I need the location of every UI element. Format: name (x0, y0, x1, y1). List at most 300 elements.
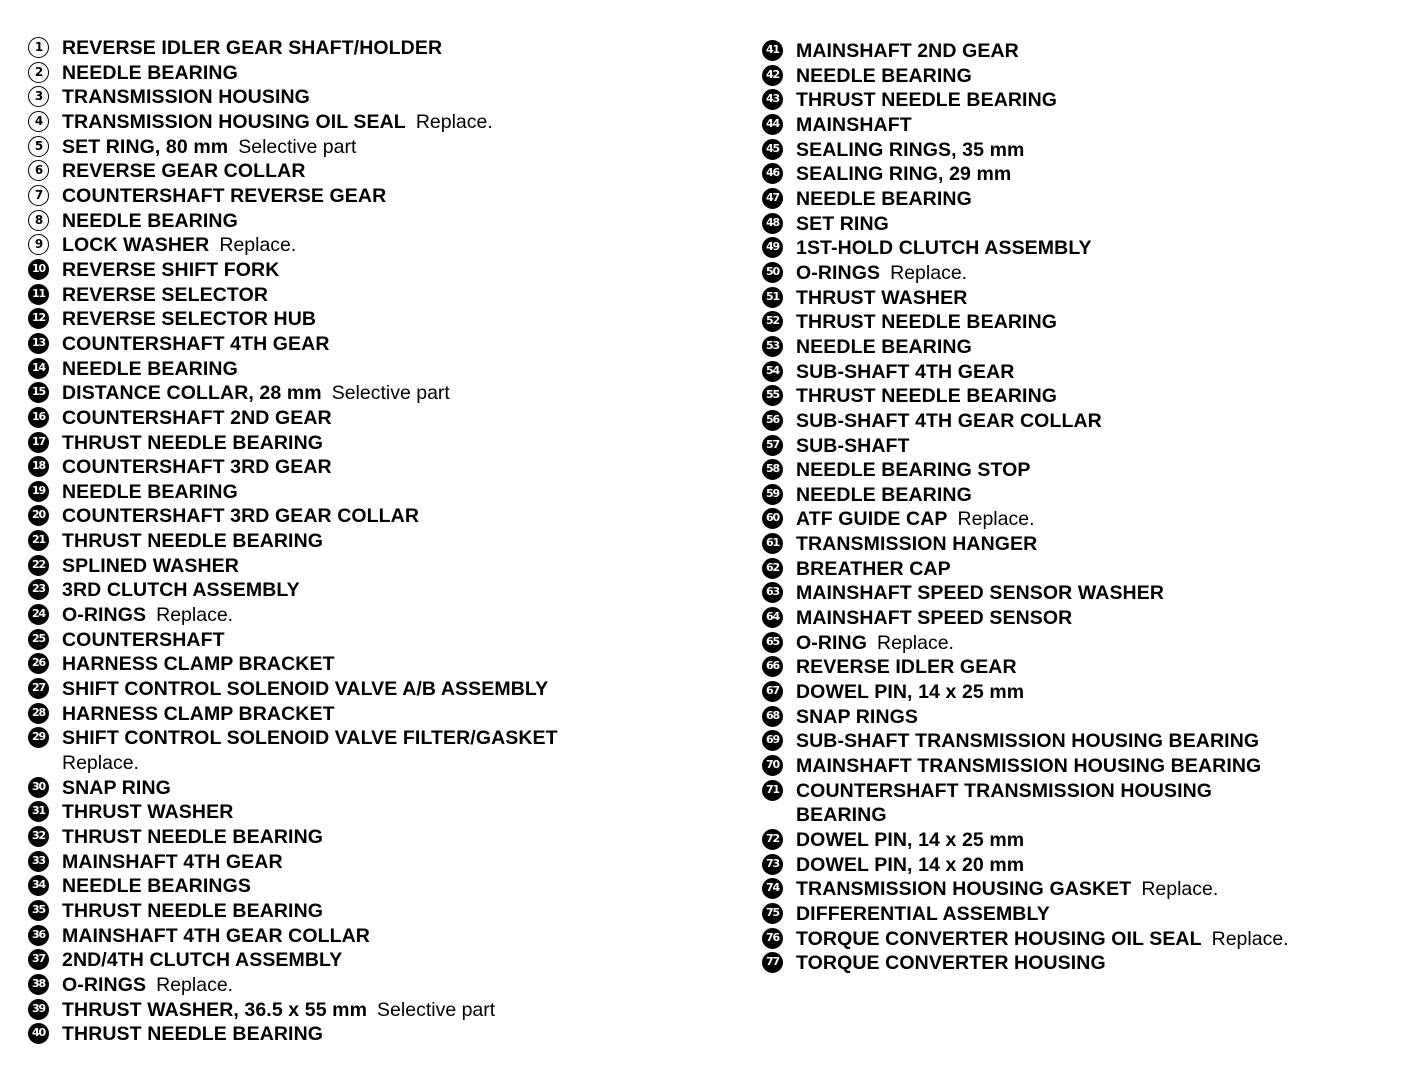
part-description (796, 261, 967, 286)
part-item (28, 135, 728, 160)
callout-number: 16 (28, 407, 49, 428)
part-description (796, 236, 1092, 261)
part-description (62, 578, 300, 603)
part-name: COUNTERSHAFT (62, 628, 225, 651)
part-name: REVERSE IDLER GEAR (796, 656, 1017, 679)
part-description (62, 652, 335, 677)
callout-number: 50 (762, 262, 783, 283)
part-description (796, 877, 1218, 902)
part-note: Replace. (62, 752, 139, 775)
part-item (762, 606, 1402, 631)
part-name: SUB-SHAFT TRANSMISSION HOUSING BEARING (796, 730, 1260, 753)
callout-number: 56 (762, 410, 783, 431)
part-item (28, 726, 728, 775)
part-item (762, 853, 1402, 878)
part-description (62, 800, 233, 825)
part-description (796, 88, 1057, 113)
callout-number: 29 (28, 727, 49, 748)
part-name: BREATHER CAP (796, 557, 951, 580)
part-description (62, 36, 442, 61)
part-item (28, 283, 728, 308)
part-description (796, 902, 1050, 927)
part-item (28, 776, 728, 801)
callout-number: 46 (762, 163, 783, 184)
callout-number: 5 (28, 136, 49, 157)
part-item (762, 458, 1402, 483)
part-continuation-line (796, 803, 1212, 828)
part-description (796, 655, 1017, 680)
part-note: Selective part (377, 998, 496, 1021)
part-description (796, 458, 1031, 483)
callout-number: 57 (762, 435, 783, 456)
part-item (762, 483, 1402, 508)
part-name: TORQUE CONVERTER HOUSING (796, 952, 1106, 975)
part-description (796, 754, 1261, 779)
part-item (28, 455, 728, 480)
part-description (796, 212, 889, 237)
part-description (796, 729, 1259, 754)
part-description (62, 628, 225, 653)
part-description (796, 39, 1019, 64)
part-item (28, 800, 728, 825)
part-description (62, 529, 323, 554)
callout-number: 42 (762, 65, 783, 86)
part-item (762, 162, 1402, 187)
part-description (62, 135, 356, 160)
part-item (762, 532, 1402, 557)
part-name: MAINSHAFT 4TH GEAR (62, 850, 283, 873)
part-name: TRANSMISSION HANGER (796, 533, 1038, 556)
part-name: MAINSHAFT 2ND GEAR (796, 40, 1019, 62)
part-item (28, 332, 728, 357)
part-note: Replace. (1211, 927, 1289, 950)
part-description (62, 258, 279, 283)
part-item (762, 680, 1402, 705)
part-name: THRUST NEEDLE BEARING (62, 826, 324, 848)
part-item (762, 113, 1402, 138)
part-name: SET RING, 80 mm (62, 135, 229, 158)
part-description (796, 581, 1164, 606)
part-name: HARNESS CLAMP BRACKET (62, 702, 335, 725)
part-item (762, 705, 1402, 730)
part-description (796, 853, 1024, 878)
part-item (28, 924, 728, 949)
part-description (62, 726, 558, 775)
part-description (62, 307, 316, 332)
part-description (62, 85, 310, 110)
part-item (762, 631, 1402, 656)
part-item (28, 431, 728, 456)
part-item (762, 877, 1402, 902)
part-item (28, 504, 728, 529)
callout-number: 67 (762, 681, 783, 702)
part-name: REVERSE SELECTOR HUB (62, 308, 317, 331)
part-description (62, 603, 233, 628)
part-item (28, 307, 728, 332)
part-description (62, 1022, 323, 1047)
part-item (762, 927, 1402, 952)
part-item (762, 507, 1402, 532)
part-name: DOWEL PIN, 14 x 20 mm (796, 853, 1025, 876)
callout-number: 34 (28, 875, 49, 896)
part-description (62, 357, 238, 382)
part-name: ATF GUIDE CAP (796, 508, 948, 531)
part-name: MAINSHAFT TRANSMISSION HOUSING BEARING (796, 755, 1262, 778)
part-name: DOWEL PIN, 14 x 25 mm (796, 681, 1025, 704)
part-item (28, 357, 728, 382)
part-name: REVERSE IDLER GEAR SHAFT/HOLDER (62, 37, 443, 59)
callout-number: 31 (28, 801, 49, 822)
part-description (62, 480, 238, 505)
part-name: TRANSMISSION HOUSING (62, 86, 310, 109)
part-item (762, 581, 1402, 606)
part-name: LOCK WASHER (62, 234, 210, 257)
part-name: SUB-SHAFT (796, 434, 910, 457)
part-description (796, 557, 951, 582)
part-item (762, 360, 1402, 385)
part-name: COUNTERSHAFT 4TH GEAR (62, 332, 330, 355)
part-description (62, 776, 171, 801)
part-item (762, 729, 1402, 754)
callout-number: 52 (762, 311, 783, 332)
part-item (762, 212, 1402, 237)
part-item (28, 381, 728, 406)
part-item (28, 628, 728, 653)
callout-number: 12 (28, 308, 49, 329)
part-item (762, 335, 1402, 360)
part-item (762, 951, 1402, 976)
callout-number: 30 (28, 777, 49, 798)
part-name: MAINSHAFT SPEED SENSOR WASHER (796, 582, 1165, 605)
callout-number: 58 (762, 459, 783, 480)
part-item (28, 110, 728, 135)
callout-number: 1 (28, 37, 49, 58)
part-name: NEEDLE BEARING (796, 64, 972, 87)
callout-number: 27 (28, 678, 49, 699)
part-item (28, 948, 728, 973)
part-description (62, 702, 335, 727)
part-continuation-line (62, 751, 558, 776)
callout-number: 2 (28, 62, 49, 83)
part-name: SHIFT CONTROL SOLENOID VALVE FILTER/GASKET (62, 727, 558, 750)
callout-number: 35 (28, 900, 49, 921)
parts-list-right (762, 39, 1402, 976)
part-name: NEEDLE BEARING (796, 335, 972, 358)
part-description (796, 951, 1106, 976)
part-name: THRUST NEEDLE BEARING (796, 385, 1058, 408)
part-description (62, 110, 493, 135)
part-description (62, 504, 419, 529)
part-description (62, 825, 323, 850)
part-item (762, 236, 1402, 261)
part-name: MAINSHAFT SPEED SENSOR (796, 607, 1073, 630)
part-description (62, 159, 306, 184)
callout-number: 38 (28, 974, 49, 995)
part-item (762, 434, 1402, 459)
part-description (62, 998, 495, 1023)
parts-list-left (28, 36, 728, 1047)
callout-number: 48 (762, 213, 783, 234)
part-item (762, 655, 1402, 680)
callout-number: 40 (28, 1023, 49, 1044)
callout-number: 21 (28, 530, 49, 551)
callout-number: 6 (28, 160, 49, 181)
part-name: REVERSE SELECTOR (62, 283, 269, 306)
callout-number: 60 (762, 508, 783, 529)
part-name: REVERSE SHIFT FORK (62, 258, 280, 281)
part-name: DOWEL PIN, 14 x 25 mm (796, 829, 1025, 851)
part-name: COUNTERSHAFT 3RD GEAR COLLAR (62, 505, 420, 528)
part-item (762, 88, 1402, 113)
part-name: O-RINGS (62, 973, 147, 996)
part-name: REVERSE GEAR COLLAR (62, 160, 306, 183)
part-name: COUNTERSHAFT TRANSMISSION HOUSING (796, 779, 1213, 802)
part-name: HARNESS CLAMP BRACKET (62, 653, 335, 676)
callout-number: 13 (28, 333, 49, 354)
part-item (28, 652, 728, 677)
part-description (796, 360, 1014, 385)
part-item (762, 902, 1402, 927)
part-name: COUNTERSHAFT 2ND GEAR (62, 406, 332, 429)
part-name: THRUST WASHER, 36.5 x 55 mm (62, 998, 368, 1021)
part-description (796, 310, 1057, 335)
callout-number: 68 (762, 706, 783, 727)
part-name: SEALING RINGS, 35 mm (796, 138, 1025, 161)
part-name: THRUST NEEDLE BEARING (62, 1023, 324, 1046)
part-item (28, 1022, 728, 1047)
part-note: Replace. (415, 110, 493, 133)
part-item (762, 64, 1402, 89)
callout-number: 41 (762, 40, 783, 61)
callout-number: 74 (762, 878, 783, 899)
callout-number: 32 (28, 826, 49, 847)
callout-number: 11 (28, 284, 49, 305)
callout-number: 33 (28, 851, 49, 872)
part-name: O-RING (796, 631, 868, 654)
callout-number: 39 (28, 999, 49, 1020)
callout-number: 26 (28, 653, 49, 674)
callout-number: 20 (28, 505, 49, 526)
part-name: 1ST-HOLD CLUTCH ASSEMBLY (796, 237, 1092, 260)
part-description (62, 431, 323, 456)
callout-number: 22 (28, 555, 49, 576)
part-name: THRUST WASHER (796, 286, 968, 309)
part-name: TRANSMISSION HOUSING GASKET (796, 878, 1132, 901)
part-item (28, 677, 728, 702)
part-item (28, 825, 728, 850)
part-item (28, 406, 728, 431)
callout-number: 53 (762, 336, 783, 357)
part-note: Replace. (957, 508, 1035, 531)
part-description (62, 850, 283, 875)
part-description (796, 483, 972, 508)
callout-number: 63 (762, 582, 783, 603)
part-item (762, 39, 1402, 64)
part-description (62, 381, 450, 406)
part-name: THRUST NEEDLE BEARING (796, 311, 1058, 334)
part-note: Replace. (877, 631, 954, 654)
part-item (762, 138, 1402, 163)
part-item (28, 850, 728, 875)
part-description (796, 507, 1035, 532)
callout-number: 70 (762, 755, 783, 776)
part-name: SUB-SHAFT 4TH GEAR COLLAR (796, 409, 1102, 432)
part-name: TRANSMISSION HOUSING OIL SEAL (62, 110, 406, 133)
part-item (28, 258, 728, 283)
callout-number: 8 (28, 210, 49, 231)
part-item (762, 557, 1402, 582)
callout-number: 69 (762, 730, 783, 751)
part-name: MAINSHAFT 4TH GEAR COLLAR (62, 924, 370, 947)
part-name: THRUST NEEDLE BEARING (62, 431, 324, 454)
part-description (796, 779, 1212, 828)
callout-number: 61 (762, 533, 783, 554)
part-name: DISTANCE COLLAR, 28 mm (62, 382, 322, 405)
part-description (62, 332, 330, 357)
part-name-continued: BEARING (796, 804, 887, 827)
callout-number: 71 (762, 780, 783, 801)
part-description (796, 927, 1289, 952)
part-name: SET RING (796, 212, 889, 235)
part-description (796, 705, 918, 730)
callout-number: 9 (28, 234, 49, 255)
part-description (796, 286, 967, 311)
part-note: Replace. (890, 261, 968, 284)
part-item (762, 187, 1402, 212)
part-description (796, 113, 912, 138)
callout-number: 23 (28, 579, 49, 600)
part-description (62, 899, 323, 924)
callout-number: 10 (28, 259, 49, 280)
callout-number: 43 (762, 89, 783, 110)
part-description (62, 554, 239, 579)
part-name: NEEDLE BEARINGS (62, 875, 251, 898)
part-name: SUB-SHAFT 4TH GEAR (796, 360, 1015, 383)
callout-number: 44 (762, 114, 783, 135)
part-item (28, 899, 728, 924)
part-name: NEEDLE BEARING (62, 209, 238, 232)
part-item (762, 310, 1402, 335)
callout-number: 18 (28, 456, 49, 477)
callout-number: 17 (28, 432, 49, 453)
part-note: Replace. (156, 973, 234, 996)
callout-number: 45 (762, 139, 783, 160)
part-name: NEEDLE BEARING (62, 61, 238, 84)
part-item (762, 779, 1402, 828)
part-description (796, 187, 972, 212)
part-name: NEEDLE BEARING (796, 483, 972, 506)
part-item (28, 603, 728, 628)
part-name: SNAP RING (62, 776, 171, 799)
part-item (28, 209, 728, 234)
part-description (62, 233, 296, 258)
callout-number: 15 (28, 382, 49, 403)
part-item (762, 409, 1402, 434)
part-name: 3RD CLUTCH ASSEMBLY (62, 579, 300, 602)
part-item (28, 702, 728, 727)
callout-number: 62 (762, 558, 783, 579)
part-note: Replace. (1141, 878, 1219, 901)
part-item (762, 384, 1402, 409)
part-name: DIFFERENTIAL ASSEMBLY (796, 902, 1050, 925)
part-name: SNAP RINGS (796, 705, 918, 728)
callout-number: 65 (762, 632, 783, 653)
part-description (796, 335, 972, 360)
part-note: Selective part (238, 135, 357, 158)
callout-number: 51 (762, 287, 783, 308)
callout-number: 28 (28, 703, 49, 724)
part-description (62, 924, 370, 949)
part-item (762, 286, 1402, 311)
part-name: SPLINED WASHER (62, 554, 239, 577)
callout-number: 73 (762, 854, 783, 875)
callout-number: 4 (28, 111, 49, 132)
callout-number: 24 (28, 604, 49, 625)
part-item (28, 85, 728, 110)
part-name: NEEDLE BEARING (796, 187, 972, 210)
part-name: O-RINGS (796, 261, 881, 284)
part-name: THRUST NEEDLE BEARING (62, 899, 324, 922)
part-item (28, 874, 728, 899)
callout-number: 25 (28, 629, 49, 650)
part-note: Replace. (156, 604, 234, 627)
callout-number: 14 (28, 358, 49, 379)
callout-number: 47 (762, 188, 783, 209)
part-name: SHIFT CONTROL SOLENOID VALVE A/B ASSEMBLY (62, 678, 549, 701)
part-description (62, 455, 332, 480)
part-name: TORQUE CONVERTER HOUSING OIL SEAL (796, 927, 1202, 950)
callout-number: 7 (28, 185, 49, 206)
callout-number: 3 (28, 86, 49, 107)
part-item (28, 61, 728, 86)
part-description (62, 209, 238, 234)
part-name: 2ND/4TH CLUTCH ASSEMBLY (62, 949, 343, 972)
part-name: NEEDLE BEARING (62, 480, 238, 503)
part-description (62, 874, 251, 899)
part-item (28, 159, 728, 184)
part-name: THRUST WASHER (62, 801, 234, 824)
part-item (28, 480, 728, 505)
part-name: THRUST NEEDLE BEARING (796, 89, 1058, 112)
part-description (796, 631, 954, 656)
part-description (62, 184, 386, 209)
callout-number: 76 (762, 928, 783, 949)
callout-number: 49 (762, 237, 783, 258)
part-name: NEEDLE BEARING (62, 357, 238, 380)
part-item (28, 184, 728, 209)
callout-number: 36 (28, 925, 49, 946)
part-description (796, 532, 1037, 557)
callout-number: 75 (762, 903, 783, 924)
part-description (796, 138, 1024, 163)
part-item (762, 828, 1402, 853)
part-name: MAINSHAFT (796, 113, 912, 136)
part-description (796, 828, 1024, 853)
part-item (28, 529, 728, 554)
part-description (796, 409, 1102, 434)
part-description (62, 283, 268, 308)
part-item (28, 233, 728, 258)
part-description (62, 406, 332, 431)
part-item (28, 998, 728, 1023)
callout-number: 66 (762, 656, 783, 677)
part-note: Replace. (219, 234, 297, 257)
part-name: SEALING RING, 29 mm (796, 163, 1012, 186)
part-description (62, 973, 233, 998)
part-name: O-RINGS (62, 604, 147, 627)
part-description (796, 384, 1057, 409)
part-description (62, 61, 238, 86)
